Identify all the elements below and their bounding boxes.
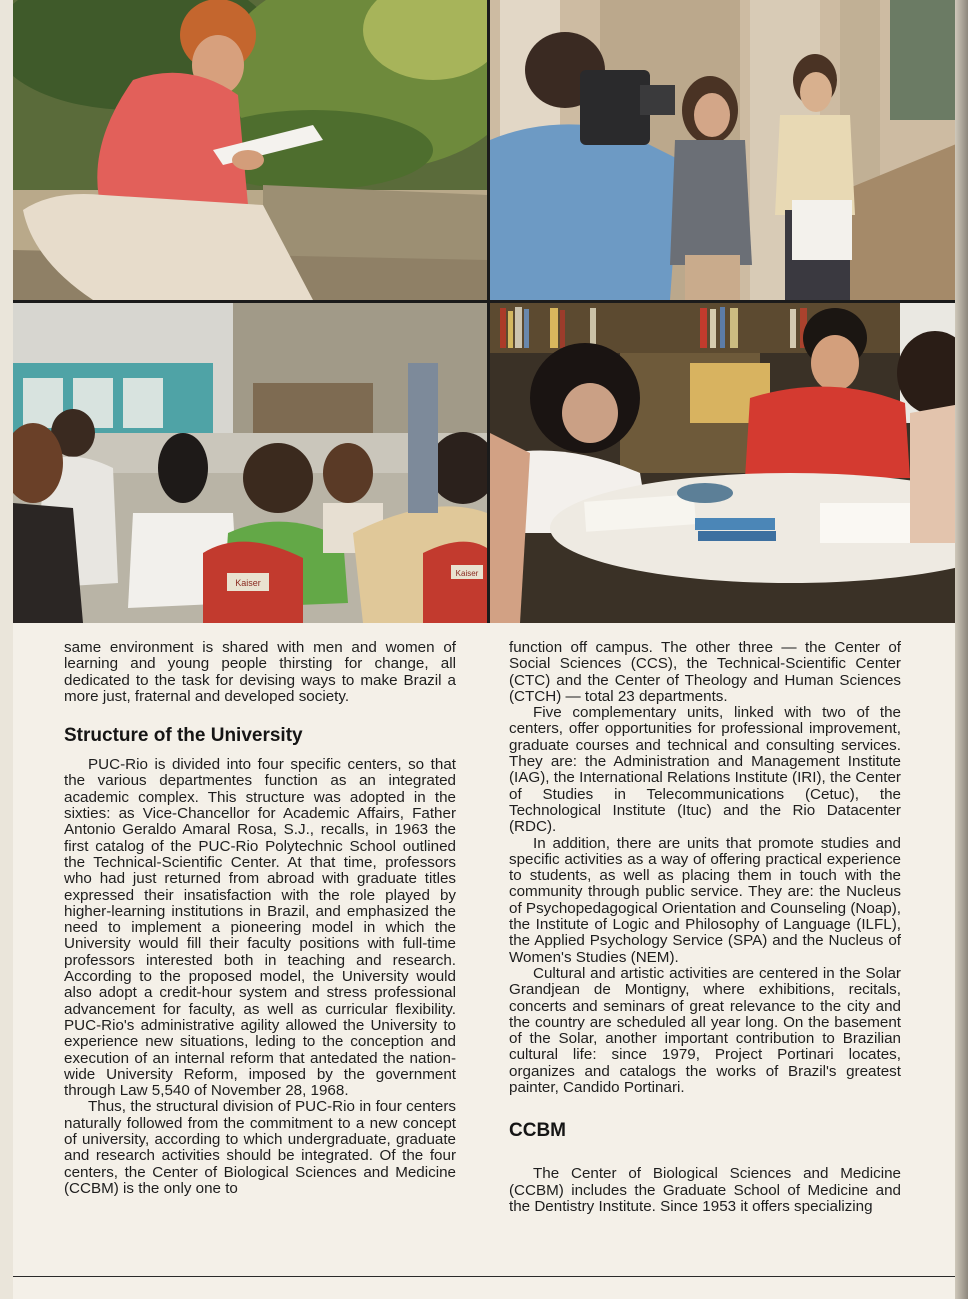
paragraph-structural-division: Thus, the structural division of PUC-Rio in four centers naturally followed from the commitment to a new concept of university, according to which undergraduate, graduate and research activities should be integrated. Of the four centers, the Center of Biological Sciences and Medicine (CCBM) is the only one to [64, 1098, 456, 1197]
photo-student-reading [13, 0, 487, 300]
paragraph-complementary-units: Five complementary units, linked with two of the centers, offer opportunities for professional improvement, graduate courses and technical and consulting services. They are: the Administration and Management Institute (IAG), the International Relations Institute (IRI), the Center of Studies in Telecommunications (Cetuc), the Technological Institute (Ituc) and the Rio Datacenter (RDC). [509, 704, 901, 836]
photo-library-study [490, 303, 966, 623]
bottom-rule [13, 1276, 955, 1277]
text-column-right [509, 640, 901, 1215]
paragraph-other-centers: function off campus. The other three — the Center of Social Sciences (CCS), the Technical-Scientific Center (CTC) and the Center of Theology and Human Sciences (CTCH) — total 23 departments. [509, 639, 901, 705]
paragraph-ccbm: The Center of Biological Sciences and Medicine (CCBM) includes the Graduate School of Medicine and the Dentistry Institute. Since 1953 it offers specializing [509, 1165, 901, 1215]
paragraph-practical-units: In addition, there are units that promote studies and specific activities as a way of offering practical experience to students, as well as placing them in touch with the community through public service. They are: the Nucleus of Psychopedagogical Orientation and Counseling (Noap), the Institute of Logic and Philosophy of Language (ILFL), the Applied Psychology Service (SPA) and the Nucleus of Women's Studies (NEM). [509, 834, 901, 966]
photo-tv-interview [490, 0, 966, 300]
chair-label-right: Kaiser [455, 569, 479, 578]
photo-grid [13, 0, 966, 623]
paragraph-continuation: same environment is shared with men and women of learning and young people thirsting for change, all dedicated to the task for devising ways to make Brazil a more just, fraternal and developed society. [64, 639, 456, 705]
text-column-left [64, 640, 456, 1197]
heading-ccbm: CCBM [509, 1120, 566, 1142]
page-margin [0, 0, 13, 1299]
paragraph-structure: PUC-Rio is divided into four specific centers, so that the various departmentes function as an integrated academic complex. This structure was adopted in the sixties: as Vice-Chancellor for Academic Affairs, Father Antonio Geraldo Amaral Rosa, S.J., recalls, in 1963 the first catalog of the PUC-Rio Polytechnic School outlined the Technical-Scientific Center. At that time, professors who had just returned from abroad with graduate titles expressed their insatisfaction with the role played by higher-learning institutions in Brazil, and emphasized the need to implement a pioneering model in which the University would fill their faculty positions with full-time professors interested both in teaching and research. According to the proposed model, the University would also adopt a credit-hour system and stress professional advancement for faculty, as well as curricular flexibility. PUC-Rio's administrative agility allowed the University to experience new situations, leding to the conception and execution of an internal reform that antedated the nation-wide University Reform, imposed by the government through Law 5,540 of November 28, 1968. [64, 756, 456, 1100]
chair-label-left: Kaiser [235, 578, 261, 588]
binding-shadow [955, 0, 968, 1299]
paragraph-cultural-activities: Cultural and artistic activities are centered in the Solar Grandjean de Montigny, where exhibitions, recitals, concerts and seminars of great relevance to the city and the country are scheduled all year long. On the basement of the Solar, another important contribution to Brazilian cultural life: since 1979, Project Portinari locates, organizes and catalogs the works of Brazil's greatest painter, Candido Portinari. [509, 964, 901, 1097]
heading-structure-of-university: Structure of the University [64, 725, 303, 747]
photo-cafeteria-students [13, 303, 487, 623]
